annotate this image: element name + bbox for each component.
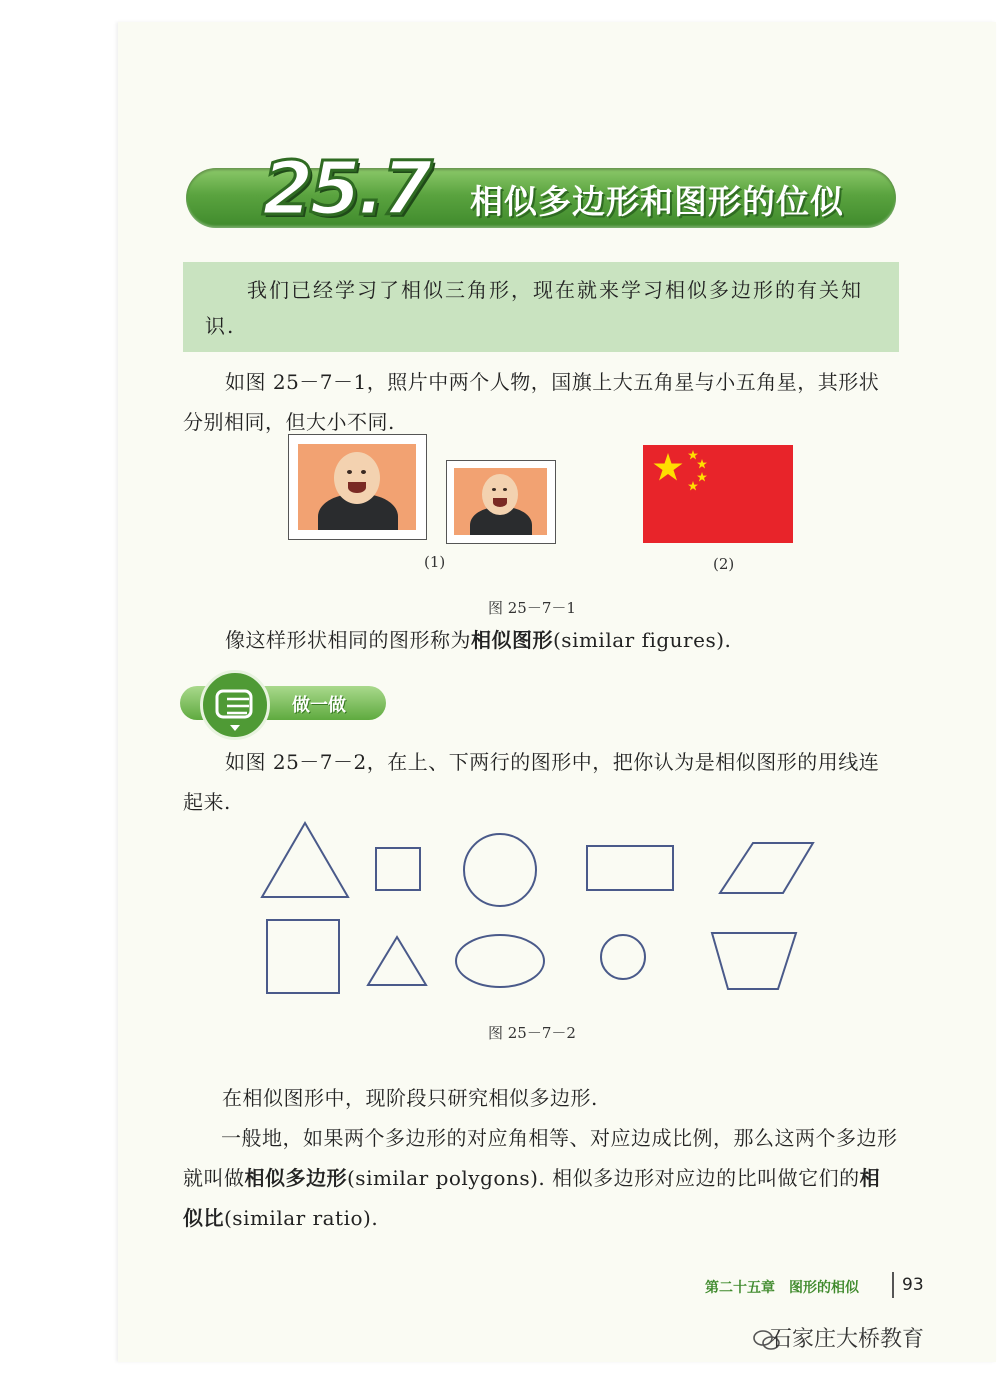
small-star-icon [688, 450, 698, 460]
paragraph-3: 如图 25－7－2，在上、下两行的图形中，把你认为是相似图形的用线连起来. [183, 750, 880, 814]
term-similar-polygons: 相似多边形 [244, 1166, 347, 1190]
watermark-text: 石家庄大桥教育 [770, 1327, 925, 1352]
section-title: 相似多边形和图形的位似 [470, 182, 844, 221]
circle-large-shape [464, 834, 536, 906]
square-small-shape [376, 848, 420, 890]
para5-part3: (similar ratio). [224, 1206, 379, 1230]
china-flag [643, 445, 793, 543]
footer-divider [892, 1272, 894, 1298]
flag-stars [643, 445, 793, 543]
para2-text-after: (similar figures). [553, 628, 732, 652]
figure2-shapes [250, 815, 830, 1000]
paragraph-1: 如图 25－7－1，照片中两个人物，国旗上大五角星与小五角星，其形状分别相同，但大小不同. [183, 370, 880, 434]
page-number: 93 [902, 1275, 924, 1295]
baby-eye [492, 488, 496, 491]
triangle-small-shape [368, 937, 426, 985]
figure1-sub2-label: (2) [713, 555, 735, 573]
baby-mouth [348, 482, 366, 493]
baby-eye [347, 470, 352, 474]
baby-eye [361, 470, 366, 474]
small-star-icon [697, 472, 707, 482]
baby-head [482, 474, 518, 515]
trapezoid-shape [712, 933, 796, 989]
photo-large-frame [288, 434, 427, 540]
activity-icon-circle [200, 670, 270, 740]
paragraph-2 [225, 620, 899, 660]
paragraph-5 [183, 1118, 899, 1238]
term-similar-figures: 相似图形 [471, 628, 553, 652]
para2-text-before: 像这样形状相同的图形称为 [225, 628, 471, 652]
baby-head [334, 452, 380, 504]
big-star-icon [654, 453, 683, 481]
para5-part1: 一般地，如果两个多边形的对应角相等、对应边成比例，那么这两个多边形就叫做 [183, 1126, 898, 1190]
small-star-icon [688, 481, 698, 491]
hand-icon [203, 673, 267, 737]
photo-large [298, 444, 416, 530]
activity-label: 做一做 [292, 695, 346, 716]
baby-mouth [493, 498, 507, 507]
para5-part2: (similar polygons). 相似多边形对应边的比叫做它们的 [347, 1166, 860, 1190]
circle-small-shape [601, 935, 645, 979]
parallelogram-shape [720, 843, 813, 893]
triangle-large-shape [262, 823, 348, 897]
square-large-shape [267, 920, 339, 993]
intro-text: 我们已经学习了相似三角形，现在就来学习相似多边形的有关知识. [205, 278, 863, 338]
footer-chapter: 第二十五章 图形的相似 [705, 1280, 859, 1296]
photo-small [454, 468, 547, 535]
small-star-icon [697, 459, 707, 469]
ellipse-shape [456, 935, 544, 987]
figure1-caption: 图 25－7－1 [488, 599, 576, 617]
figure2-caption: 图 25－7－2 [488, 1024, 576, 1042]
section-number: 25.7 [262, 146, 429, 232]
baby-eye [503, 488, 507, 491]
photo-small-frame [446, 460, 556, 544]
paragraph-4: 在相似图形中，现阶段只研究相似多边形. [222, 1086, 598, 1110]
term-similar-ratio: 相似比 [183, 1166, 881, 1230]
figure1-sub1-label: (1) [424, 553, 446, 571]
rectangle-shape [587, 846, 673, 890]
